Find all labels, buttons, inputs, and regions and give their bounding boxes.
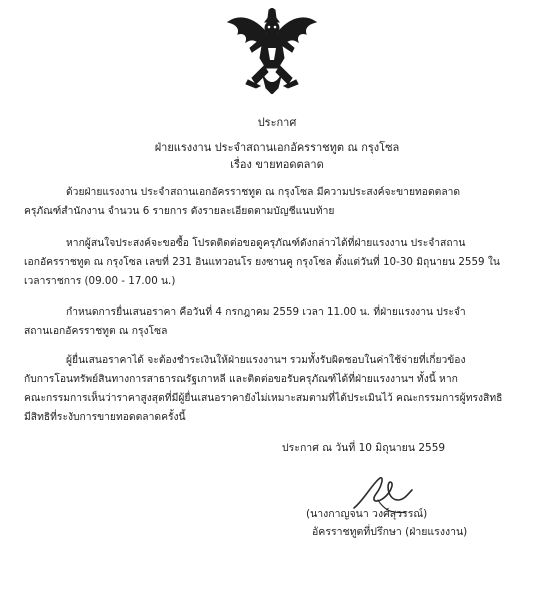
announcement-title: ประกาศ [257, 116, 297, 129]
paragraph-line: สถานเอกอัครราชทูต ณ กรุงโซล [24, 325, 168, 337]
signatory-name: (นางกาญจนา วงศ์สุวรรณ์) [306, 508, 428, 520]
subject-line: เรื่อง ขายทอดตลาด [230, 158, 324, 171]
paragraph-2 [24, 234, 500, 291]
paragraph-3 [24, 303, 466, 341]
garuda-emblem-icon [226, 8, 318, 94]
paragraph-line: ด้วยฝ่ายแรงงาน ประจำสถานเอกอัครราชทูต ณ กรุงโซล มีความประสงค์จะขายทอดตลาด [66, 186, 461, 198]
paragraph-line: กับการโอนทรัพย์สินทางการสาธารณรัฐเกาหลี และติดต่อขอรับครุภัณฑ์ได้ที่ฝ่ายแรงงานฯ ทั้งนี้ หาก [24, 373, 458, 385]
paragraph-line: เวลาราชการ (09.00 - 17.00 น.) [24, 275, 176, 287]
announcement-date: ประกาศ ณ วันที่ 10 มิถุนายน 2559 [282, 442, 446, 454]
paragraph-line: ครุภัณฑ์สำนักงาน จำนวน 6 รายการ ดังรายละเอียดตามบัญชีแนบท้าย [24, 205, 335, 217]
paragraph-1 [24, 183, 460, 221]
signatory-title: อัครราชทูตที่ปรึกษา (ฝ่ายแรงงาน) [312, 526, 468, 538]
paragraph-line: คณะกรรมการเห็นว่าราคาสูงสุดที่มีผู้ยื่นเสนอราคายังไม่เหมาะสมตามที่ได้ประเมินไว้ คณะกรรมการผู้ทรงสิทธิ [24, 392, 503, 404]
paragraph-line: ผู้ยื่นเสนอราคาได้ จะต้องชำระเงินให้ฝ่ายแรงงานฯ รวมทั้งรับผิดชอบในค่าใช้จ่ายที่เกี่ยวข้อง [66, 354, 466, 366]
paragraph-line: กำหนดการยื่นเสนอราคา คือวันที่ 4 กรกฎาคม 2559 เวลา 11.00 น. ที่ฝ่ายแรงงาน ประจำ [66, 306, 466, 318]
paragraph-line: หากผู้สนใจประสงค์จะขอซื้อ โปรดติดต่อขอดูครุภัณฑ์ดังกล่าวได้ที่ฝ่ายแรงงาน ประจำสถาน [66, 237, 466, 249]
paragraph-line: เอกอัครราชทูต ณ กรุงโซล เลขที่ 231 อินแทวอนโร ยงซานคู กรุงโซล ตั้งแต่วันที่ 10-30 มิถุนายน 2559 ใน [24, 256, 500, 268]
paragraph-4 [24, 351, 502, 427]
issuer-line: ฝ่ายแรงงาน ประจำสถานเอกอัครราชทูต ณ กรุงโซล [154, 141, 400, 154]
paragraph-line: มีสิทธิที่ระงับการขายทอดตลาดครั้งนี้ [24, 411, 186, 423]
